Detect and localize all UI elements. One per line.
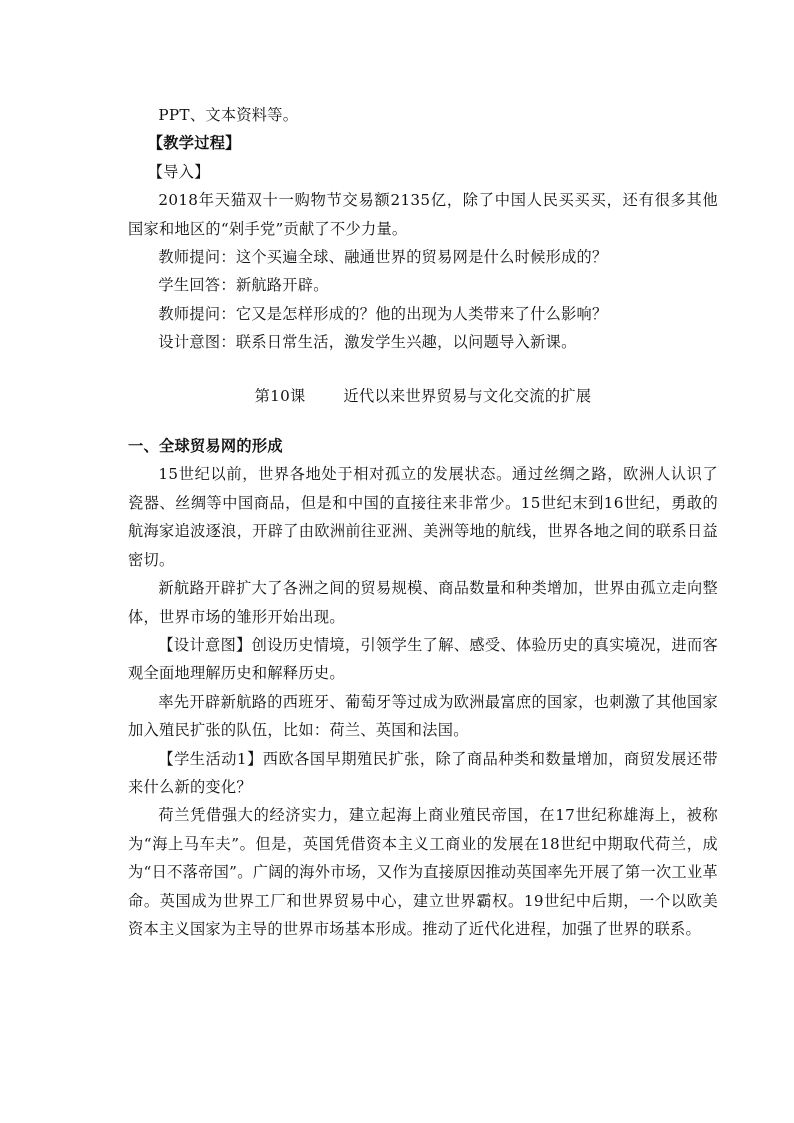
section-paragraph-2: 新航路开辟扩大了各洲之间的贸易规模、商品数量和种类增加，世界由孤立走向整体，世界市场的雏形开始出现。 (128, 579, 718, 626)
section-paragraph-4: 荷兰凭借强大的经济实力，建立起海上商业殖民帝国，在17世纪称雄海上，被称为“海上马车夫”。但是，英国凭借资本主义工商业的发展在18世纪中期取代荷兰，成为“日不落帝国”。广阔的海外市场，又作为直接原因推动英国率先开展了第一次工业革命。英国成为世界工厂和世界贸易中心，建立世界霸权。19世纪中后期，一个以欧美资本主义国家为主导的世界市场基本形成。推动了近代化进程，加强了世界的联系。 (128, 806, 718, 938)
teacher-question-2: 教师提问：它又是怎样形成的？他的出现为人类带来了什么影响？ (158, 304, 608, 323)
student-answer-1: 学生回答：新航路开辟。 (158, 276, 329, 295)
section-heading: 一、全球贸易网的形成 (128, 437, 283, 456)
lead-in-heading: 【导入】 (147, 162, 210, 181)
design-intent-paragraph (128, 631, 718, 688)
design-intent-marker: 【设计意图】 (158, 635, 252, 654)
document-body (128, 101, 718, 943)
lead-in-paragraph: 2018年天猫双十一购物节交易额2135亿，除了中国人民买买买，还有很多其他国家和地区的“剁手党”贡献了不少力量。 (128, 191, 718, 238)
student-activity-paragraph (128, 745, 718, 802)
student-activity-marker: 【学生活动1】 (158, 749, 263, 768)
lesson-title (128, 382, 718, 410)
process-heading: 【教学过程】 (147, 134, 241, 153)
lesson-name: 近代以来世界贸易与文化交流的扩展 (343, 386, 592, 405)
section-paragraph-3: 率先开辟新航路的西班牙、葡萄牙等过成为欧洲最富庶的国家，也刺激了其他国家加入殖民扩张的队伍，比如：荷兰、英国和法国。 (128, 692, 718, 740)
design-intent-intro: 设计意图：联系日常生活，激发学生兴趣，以问题导入新课。 (158, 333, 577, 352)
section-paragraph-1: 15世纪以前，世界各地处于相对孤立的发展状态。通过丝绸之路，欧洲人认识了瓷器、丝绸等中国商品，但是和中国的直接往来非常少。15世纪末到16世纪，勇敢的航海家追波逐浪，开辟了由欧洲前往亚洲、美洲等地的航线，世界各地之间的联系日益密切。 (128, 465, 718, 569)
teacher-question-1: 教师提问：这个买遍全球、融通世界的贸易网是什么时候形成的？ (158, 248, 608, 267)
design-intent-text: 创设历史情境，引领学生了解、感受、体验历史的真实境况，进而客观全面地理解历史和解释历史。 (128, 635, 718, 683)
lesson-number: 第10课 (254, 386, 306, 405)
materials-line: PPT、文本资料等。 (158, 106, 299, 124)
student-activity-text: 西欧各国早期殖民扩张，除了商品种类和数量增加，商贸发展还带来什么新的变化？ (128, 749, 718, 796)
